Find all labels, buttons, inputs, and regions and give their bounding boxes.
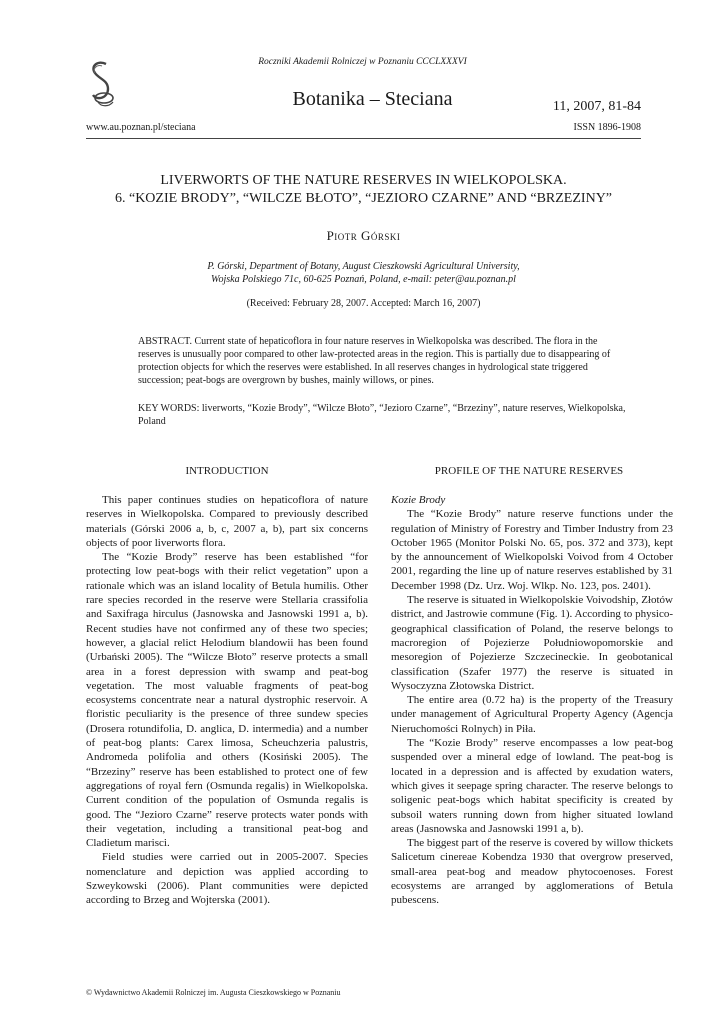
profile-paragraph-3: The entire area (0.72 ha) is the property of the Treasury under management of Agricultural Property Agency (Agencja Nieruchomości Rolnych) in Piła. bbox=[391, 694, 673, 735]
abstract: ABSTRACT. Current state of hepaticoflora in four nature reserves in Wielkopolska was described. The flora in the reserves is unusually poor compared to other law-protected areas in the region. This is partially due to disappearing of protection objects for which the reserves were established. In all reserves changes in hydrological state triggered succession; peat-bogs are overgrown by bushes, mainly willows, or pines. bbox=[138, 336, 611, 386]
profile-paragraph-4: The “Kozie Brody” reserve encompasses a low peat-bog suspended over a mineral edge of lowland. The peat-bog is located in a depression and is affected by exudation waters, which gives it seepage spring character. The reserve belongs to soligenic peat-bogs which habitat specificity is created by subsoil waters running down from higher situated lowland areas (Jasnowska and Jasnowski 1991 a, b). bbox=[391, 737, 673, 835]
profile-paragraph-2: The reserve is situated in Wielkopolskie Voivodship, Złotów district, and Jastrowie commune (Fig. 1). According to physico-geographical classification of Poland, the reserve belongs to macroregion of Pojezierze Południowopomorskie and mesoregion of Pojezierze Szczecineckie. In geobotanical classification (Szafer 1977) the reserve is situated in Wysoczyzna Złotowska District. bbox=[391, 594, 673, 692]
profile-paragraph-1: The “Kozie Brody” nature reserve functions under the regulation of Ministry of Forestry and Timber Industry from 23 October 1965 (Monitor Polski No. 65, pos. 372 and 373), kept by the announcement of Wielkopolski Voivod from 4 October 2001, regarding the line up of nature reserves established by 31 December 1998 (Dz. Urz. Woj. Wlkp. No. 123, pos. 2401). bbox=[391, 508, 673, 592]
issn: ISSN 1896-1908 bbox=[573, 122, 641, 133]
journal-name: Botanika – Steciana bbox=[292, 88, 453, 110]
author-name: Piotr Górski bbox=[326, 228, 401, 243]
journal-url[interactable]: www.au.poznan.pl/steciana bbox=[86, 122, 196, 133]
keywords: KEY WORDS: liverworts, “Kozie Brody”, “Wilcze Błoto”, “Jezioro Czarne”, “Brzeziny”, nature reserves, Wielkopolska, Poland bbox=[138, 403, 626, 427]
introduction-heading: INTRODUCTION bbox=[185, 465, 269, 477]
profile-column bbox=[391, 493, 673, 908]
intro-paragraph-2: The “Kozie Brody” reserve has been established “for protecting low peat-bogs with their relict vegetation” upon a rationale which was an island locality of Betula humilis. Other rare species recorded in the reserve were Stellaria crassifolia and Saxifraga hirculus (Jasnowska and Jasnowski 1991 a, b). Recent studies have not confirmed any of these two species; however, a glacial relict Helodium blandowii has been found (Urbański 2005). The “Wilcze Błoto” reserve protects a small area in a forest depression with swamp and peat-bog vegetation. The most valuable fragments of peat-bog ecosystems concentrate near a natural dystrophic reservoir. A floristic peculiarity is the presence of three sundew species (Drosera rotundifolia, D. anglica, D. intermedia) and a number of peat-bog plants: Carex limosa, Scheuchzeria palustris, Andromeda polifolia and others (Kosiński 2005). The “Brzeziny” reserve has been established to protect one of few aggregations of royal fern (Osmunda regalis) in Wielkopolska. Current condition of the population of Osmunda regalis is good. The “Jezioro Czarne” reserve protects water ponds with their vegetation, including a transitional peat-bog and Cladietum marisci. bbox=[86, 551, 368, 850]
affiliation-line-1: P. Górski, Department of Botany, August Cieszkowski Agricultural University, bbox=[207, 261, 520, 272]
article-title bbox=[86, 172, 641, 208]
received-dates: (Received: February 28, 2007. Accepted: March 16, 2007) bbox=[246, 298, 481, 309]
article-title-line-1: LIVERWORTS OF THE NATURE RESERVES IN WIELKOPOLSKA. bbox=[160, 173, 567, 188]
intro-paragraph-3: Field studies were carried out in 2005-2007. Species nomenclature and depiction was applied according to Szweykowski (2006). Plant communities were depicted according to Brzeg and Wojterska (2001). bbox=[86, 851, 368, 907]
copyright-footer: © Wydawnictwo Akademii Rolniczej im. Augusta Cieszkowskiego w Poznaniu bbox=[86, 988, 341, 997]
introduction-column bbox=[86, 493, 368, 908]
intro-paragraph-1: This paper continues studies on hepaticoflora of nature reserves in Wielkopolska. Compared to previously described materials (Górski 2006 a, b, c, 2007 a, b), part six concerns objects of poor liverworts flora. bbox=[86, 494, 368, 549]
journal-series-line: Roczniki Akademii Rolniczej w Poznaniu CCCLXXXVI bbox=[258, 57, 467, 67]
author-affiliation bbox=[86, 260, 641, 286]
kozie-brody-subheading: Kozie Brody bbox=[391, 494, 446, 506]
profile-paragraph-5: The biggest part of the reserve is covered by willow thickets Salicetum cinereae Kobendza 1930 that overgrow preserved, small-area peat-bog and meadow phytocoenoses. Forest ecosystems are arranged by agglomerations of Betula pubescens. bbox=[391, 837, 673, 907]
header-divider bbox=[86, 138, 641, 139]
article-title-line-2: 6. “KOZIE BRODY”, “WILCZE BŁOTO”, “JEZIORO CZARNE” AND “BRZEZINY” bbox=[114, 191, 613, 206]
affiliation-line-2: Wojska Polskiego 71c, 60-625 Poznań, Poland, e-mail: peter@au.poznan.pl bbox=[211, 274, 516, 285]
profile-heading: PROFILE OF THE NATURE RESERVES bbox=[434, 465, 624, 477]
volume-pages: 11, 2007, 81-84 bbox=[552, 99, 641, 114]
